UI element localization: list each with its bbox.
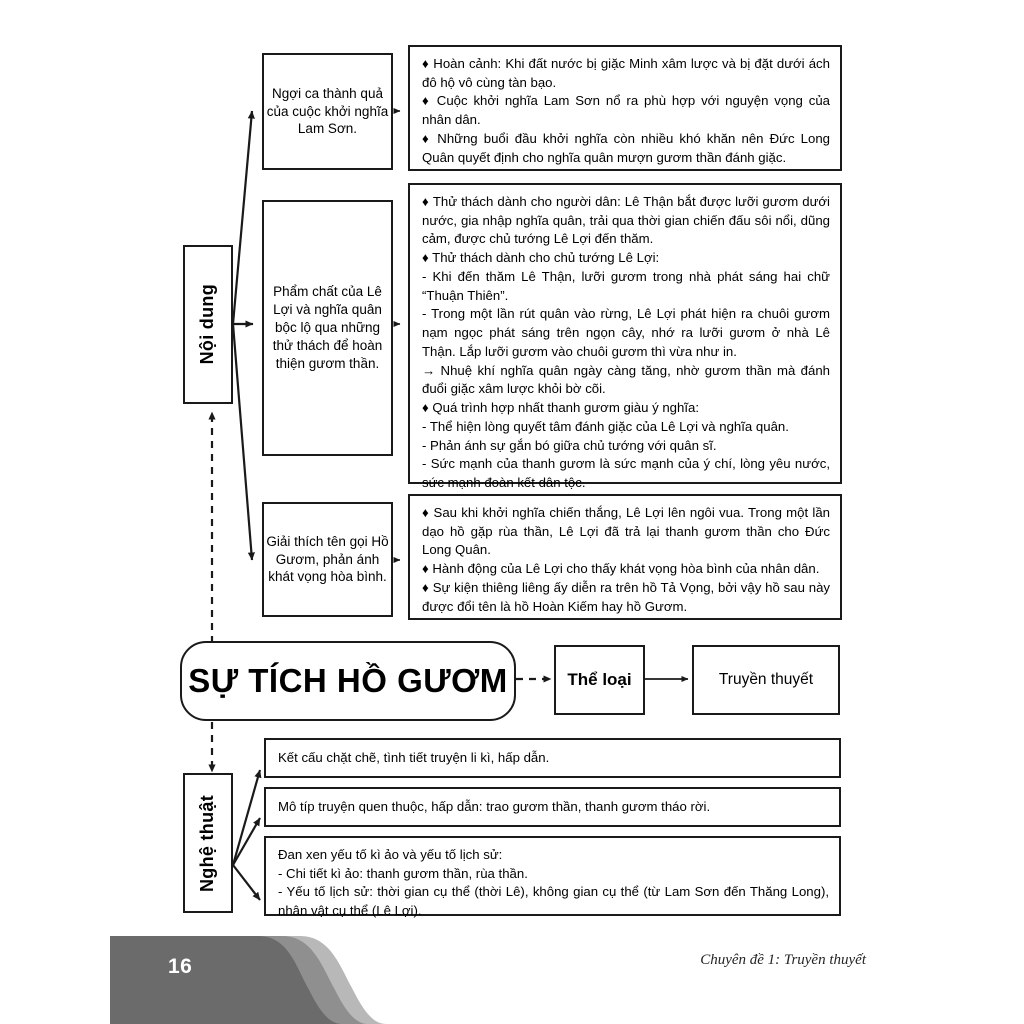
connector-noidung-branch-3 — [233, 324, 252, 560]
art-box-1 — [264, 738, 841, 778]
detail-2-line-1: ♦ Thử thách dành cho người dân: Lê Thận bắt được lưỡi gươm dưới nước, gia nhập nghĩa quân, trải qua thời gian chiến đấu sôi nổi, dũng cảm, được chủ tướng Lê Lợi đến thăm. — [422, 194, 830, 247]
connector-nghethuat-branch-1 — [233, 770, 260, 865]
art-2-line-1: Mô típ truyện quen thuộc, hấp dẫn: trao gươm thần, thanh gươm tháo rời. — [278, 798, 711, 814]
art-3-line-3: - Yếu tố lịch sử: thời gian cụ thể (thời Lê), không gian cụ thể (từ Lam Sơn đến Thăng Long), nhân vật cụ thể (Lê Lợi). — [278, 884, 829, 919]
detail-2-line-8: - Phản ánh sự gắn bó giữa chủ tướng với quân sĩ. — [422, 437, 717, 453]
detail-3-line-3: ♦ Sự kiện thiêng liêng ấy diễn ra trên hồ Tả Vọng, bởi vậy hồ sau này được đổi tên là hồ Hoàn Kiếm hay hồ Gươm. — [422, 579, 830, 614]
footer-chapter-note: Chuyên đề 1: Truyền thuyết — [700, 952, 866, 968]
summary-box-1-text: Ngợi ca thành quả của cuộc khởi nghĩa Lam Sơn. — [266, 85, 389, 137]
genre-value-text: Truyền thuyết — [718, 670, 814, 688]
main-title-text: SỰ TÍCH HỒ GƯƠM — [188, 662, 508, 699]
connector-nghethuat-branch-2 — [233, 818, 260, 865]
detail-box-1 — [408, 45, 842, 171]
art-3-line-1: Đan xen yếu tố kì ảo và yếu tố lịch sử: — [278, 847, 503, 862]
section-label-nghe-thuat — [183, 773, 233, 913]
detail-2-line-9: - Sức mạnh của thanh gươm là sức mạnh của ý chí, lòng yêu nước, sức mạnh đoàn kết dân tộc. — [422, 456, 830, 491]
section-label-noi-dung — [183, 245, 233, 404]
detail-3-line-1: ♦ Sau khi khởi nghĩa chiến thắng, Lê Lợi lên ngôi vua. Trong một lần dạo hồ gặp rùa thần, Lê Lợi đã trả lại thanh gươm thần cho Đức Long Quân. — [422, 505, 830, 558]
detail-box-3 — [408, 494, 842, 620]
detail-2-line-4: - Trong một lần rút quân vào rừng, Lê Lợi phát hiện ra chuôi gươm nạm ngọc phát sáng trên ngọn cây, nhớ ra lưỡi gươm ở nhà Lê Thận. Lắp lưỡi gươm vào chuôi gươm thì vừa như in. — [422, 306, 830, 359]
detail-2-line-5: → Nhuệ khí nghĩa quân ngày càng tăng, nhờ gươm thần mà đánh đuổi giặc xâm lược khỏi bờ cõi. — [422, 362, 830, 397]
connector-noidung-branch-1 — [233, 111, 252, 324]
genre-label-text: Thể loại — [567, 669, 632, 689]
detail-2-line-7: - Thể hiện lòng quyết tâm đánh giặc của Lê Lợi và nghĩa quân. — [422, 418, 789, 434]
detail-3-line-2: ♦ Hành động của Lê Lợi cho thấy khát vọng hòa bình của nhân dân. — [422, 561, 820, 577]
connector-nghethuat-branch-3 — [233, 865, 260, 900]
footer-decoration — [0, 936, 1024, 1024]
genre-value-box — [692, 645, 840, 715]
summary-box-2 — [262, 200, 393, 456]
art-box-2 — [264, 787, 841, 827]
detail-2-line-3: - Khi đến thăm Lê Thận, lưỡi gươm trong nhà phát sáng hai chữ “Thuận Thiên”. — [422, 268, 830, 303]
page-footer — [0, 936, 1024, 1024]
summary-box-3-text: Giải thích tên gọi Hồ Gươm, phản ánh khát vọng hòa bình. — [266, 533, 389, 585]
detail-1-line-2: ♦ Cuộc khởi nghĩa Lam Sơn nổ ra phù hợp với nguyện vọng của nhân dân. — [422, 93, 830, 128]
page-number: 16 — [168, 955, 193, 978]
section-label-noi-dung-text: Nội dung — [197, 284, 218, 365]
art-3-line-2: - Chi tiết kì ảo: thanh gươm thần, rùa thần. — [278, 865, 528, 881]
summary-box-2-text: Phẩm chất của Lê Lợi và nghĩa quân bộc lộ qua những thử thách để hoàn thiện gươm thần. — [272, 284, 383, 371]
genre-label-box — [554, 645, 645, 715]
summary-box-3 — [262, 502, 393, 617]
summary-box-1 — [262, 53, 393, 170]
section-label-nghe-thuat-text: Nghệ thuật — [197, 794, 218, 892]
detail-1-line-1: ♦ Hoàn cảnh: Khi đất nước bị giặc Minh xâm lược và bị đặt dưới ách đô hộ vô cùng tàn bạo. — [422, 56, 830, 90]
main-title-box — [180, 641, 516, 721]
detail-2-line-2: ♦ Thử thách dành cho chủ tướng Lê Lợi: — [422, 250, 660, 266]
art-1-line-1: Kết cấu chặt chẽ, tình tiết truyện li kì, hấp dẫn. — [278, 749, 550, 765]
art-box-3 — [264, 836, 841, 919]
detail-1-line-3: ♦ Những buổi đầu khởi nghĩa còn nhiều khó khăn nên Đức Long Quân quyết định cho nghĩa quân mượn gươm thần đánh giặc. — [422, 130, 830, 165]
detail-2-line-6: ♦ Quá trình hợp nhất thanh gươm giàu ý nghĩa: — [422, 400, 699, 416]
detail-box-2 — [408, 183, 842, 491]
